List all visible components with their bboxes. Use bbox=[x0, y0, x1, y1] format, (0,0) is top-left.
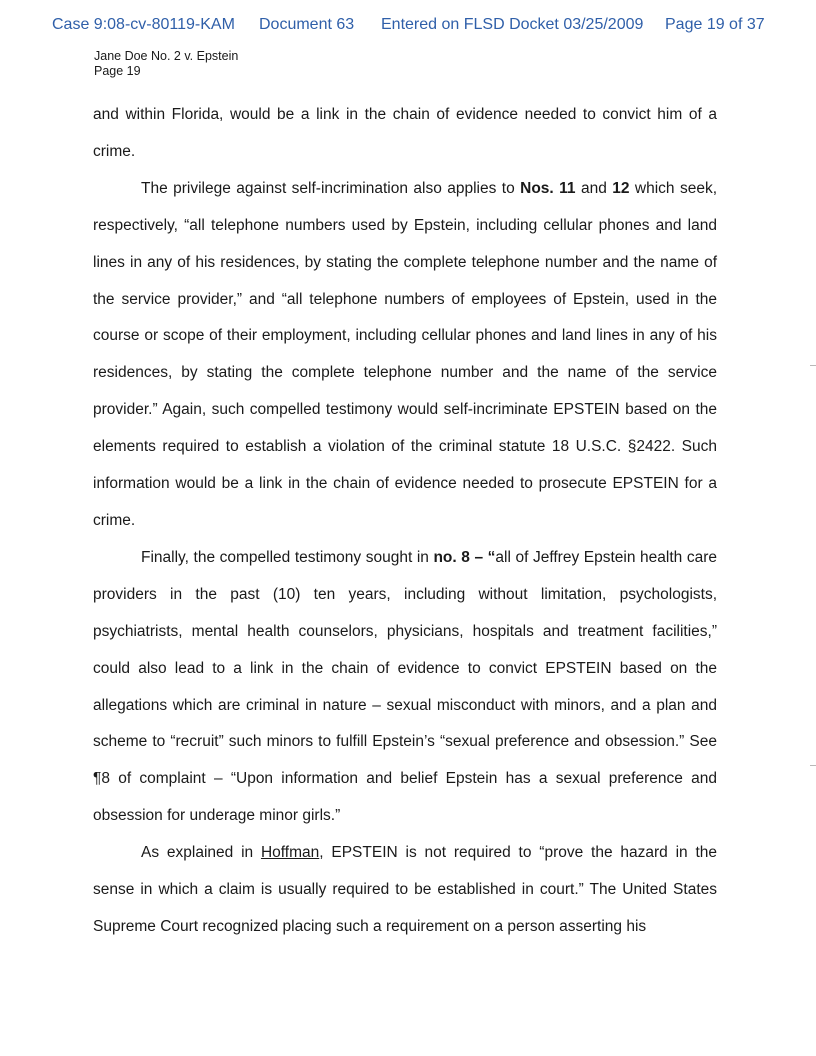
document-body bbox=[93, 97, 717, 946]
paragraph-health-care bbox=[93, 540, 717, 835]
paragraph-self-incrimination bbox=[93, 171, 717, 540]
case-number: Case 9:08-cv-80119-KAM bbox=[52, 16, 235, 33]
bold-reference: no. 8 – “ bbox=[433, 548, 496, 566]
page-label: Page 19 bbox=[94, 64, 141, 78]
paragraph-hoffman bbox=[93, 835, 717, 946]
case-citation: Hoffman bbox=[260, 844, 320, 862]
paragraph-text: The privilege against self-incrimination also applies to bbox=[141, 179, 521, 197]
document-number: Document 63 bbox=[259, 16, 355, 33]
paragraph-text: all of Jeffrey Epstein health care providers in the past (10) ten years, including without limitation, psychologists, psychiatrists, mental health counselors, physicians, hospitals and treatment facilities,” could also lead to a link in the chain of evidence to convict EPSTEIN based on the allegations which are criminal in nature – sexual misconduct with minors, and a plan and scheme to “recruit” such minors to fulfill Epstein’s “sexual preference and obsession.” See ¶8 of complaint – “Upon information and belief Epstein has a sexual preference and obsession for underage minor girls.” bbox=[93, 548, 717, 825]
page-caption bbox=[94, 49, 238, 79]
page-count: Page 19 of 37 bbox=[665, 16, 765, 33]
bold-reference: 12 bbox=[612, 179, 630, 197]
paragraph-continuation: and within Florida, would be a link in the chain of evidence needed to convict him of a crime. bbox=[93, 106, 717, 160]
case-name: Jane Doe No. 2 v. Epstein bbox=[94, 49, 239, 63]
paragraph-text: As explained in bbox=[141, 844, 261, 862]
paragraph-text: Finally, the compelled testimony sought in bbox=[141, 548, 434, 566]
bold-reference: Nos. 11 bbox=[520, 179, 576, 197]
paragraph-text: and bbox=[575, 179, 613, 197]
paragraph-text: , EPSTEIN is not required to “prove the hazard in the sense in which a claim is usually required to be established in court.” The United States Supreme Court recognized placing such a requirement on a person asserting his bbox=[93, 844, 718, 935]
paragraph-text: which seek, respectively, “all telephone numbers used by Epstein, including cellular phones and land lines in any of his residences, by stating the complete telephone number and the name of the service provider,” and “all telephone numbers of employees of Epstein, used in the course or scope of their employment, including cellular phones and land lines in any of his residences, by stating the complete telephone number and the name of the service provider.” Again, such compelled testimony would self-incriminate EPSTEIN based on the elements required to establish a violation of the criminal statute 18 U.S.C. §2422. Such information would be a link in the chain of evidence needed to prosecute EPSTEIN for a crime. bbox=[93, 179, 717, 529]
scan-edge-mark bbox=[810, 365, 816, 366]
docket-header-stamp bbox=[52, 16, 772, 40]
docket-entry-date: Entered on FLSD Docket 03/25/2009 bbox=[381, 16, 644, 33]
scan-edge-mark bbox=[810, 765, 816, 766]
